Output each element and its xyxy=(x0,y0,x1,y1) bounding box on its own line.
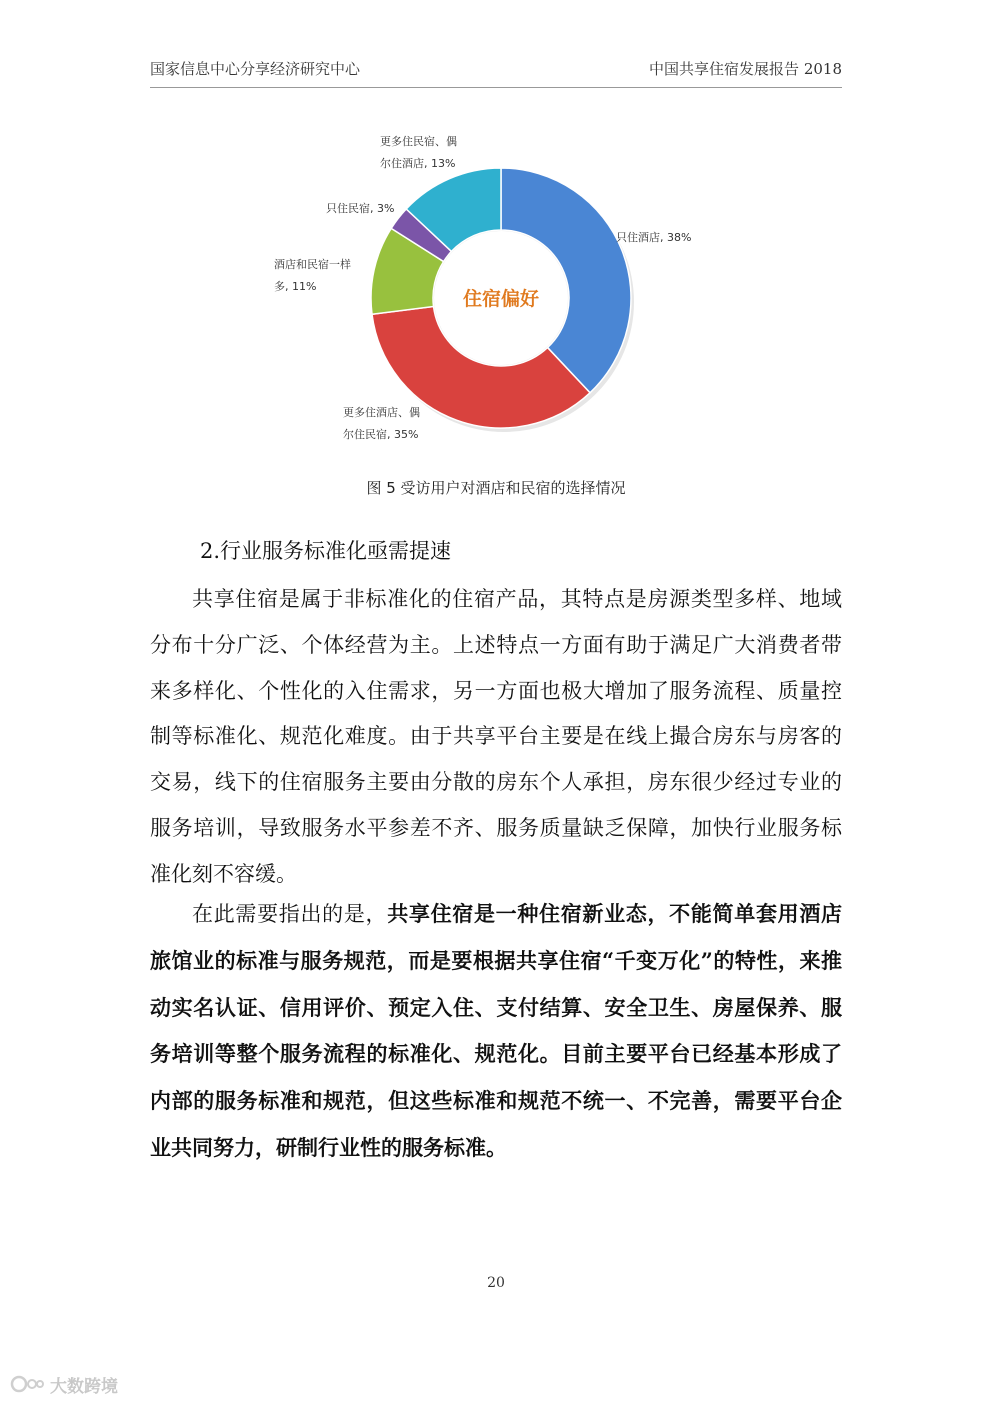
donut-chart xyxy=(260,130,730,460)
paragraph-2 xyxy=(150,891,842,1172)
watermark xyxy=(10,1370,118,1398)
paragraph-1: 共享住宿是属于非标准化的住宿产品，其特点是房源类型多样、地域分布十分广泛、个体经营为主。上述特点一方面有助于满足广大消费者带来多样化、个性化的入住需求，另一方面也极大增加了服务流程、质量控制等标准化、规范化难度。由于共享平台主要是在线上撮合房东与房客的交易，线下的住宿服务主要由分散的房东个人承担，房东很少经过专业的服务培训，导致服务水平参差不齐、服务质量缺乏保障，加快行业服务标准化刻不容缓。 xyxy=(150,587,842,886)
section-title: 2.行业服务标准化亟需提速 xyxy=(200,539,452,563)
slice-label-3: 酒店和民宿一样多, 11% xyxy=(274,258,351,293)
slice-label-1: 只住酒店, 38% xyxy=(616,231,692,244)
paragraph-2-bold: 共享住宿是一种住宿新业态，不能简单套用酒店旅馆业的标准与服务规范，而是要根据共享住宿“千变万化”的特性，来推动实名认证、信用评价、预定入住、支付结算、安全卫生、房屋保养、服务培训等整个服务流程的标准化、规范化。目前主要平台已经基本形成了内部的服务标准和规范，但这些标准和规范不统一、不完善，需要平台企业共同努力，研制行业性的服务标准。 xyxy=(150,901,843,1160)
donut-center-title: 住宿偏好 xyxy=(462,288,540,310)
watermark-logo-icon xyxy=(10,1373,44,1395)
watermark-text: 大数跨境 xyxy=(50,1376,118,1397)
paragraph-2-lead: 在此需要指出的是， xyxy=(192,902,388,926)
page-number: 20 xyxy=(487,1275,505,1291)
figure-caption: 图 5 受访用户对酒店和民宿的选择情况 xyxy=(366,479,626,497)
header-divider xyxy=(150,87,842,88)
donut-chart-svg xyxy=(260,130,730,460)
slice-label-2: 更多住酒店、偶尔住民宿, 35% xyxy=(343,406,420,441)
slice-label-4: 只住民宿, 3% xyxy=(326,202,395,215)
slice-label-5: 更多住民宿、偶尔住酒店, 13% xyxy=(380,135,457,170)
header-left: 国家信息中心分享经济研究中心 xyxy=(150,60,361,78)
header-right: 中国共享住宿发展报告 2018 xyxy=(649,60,842,78)
